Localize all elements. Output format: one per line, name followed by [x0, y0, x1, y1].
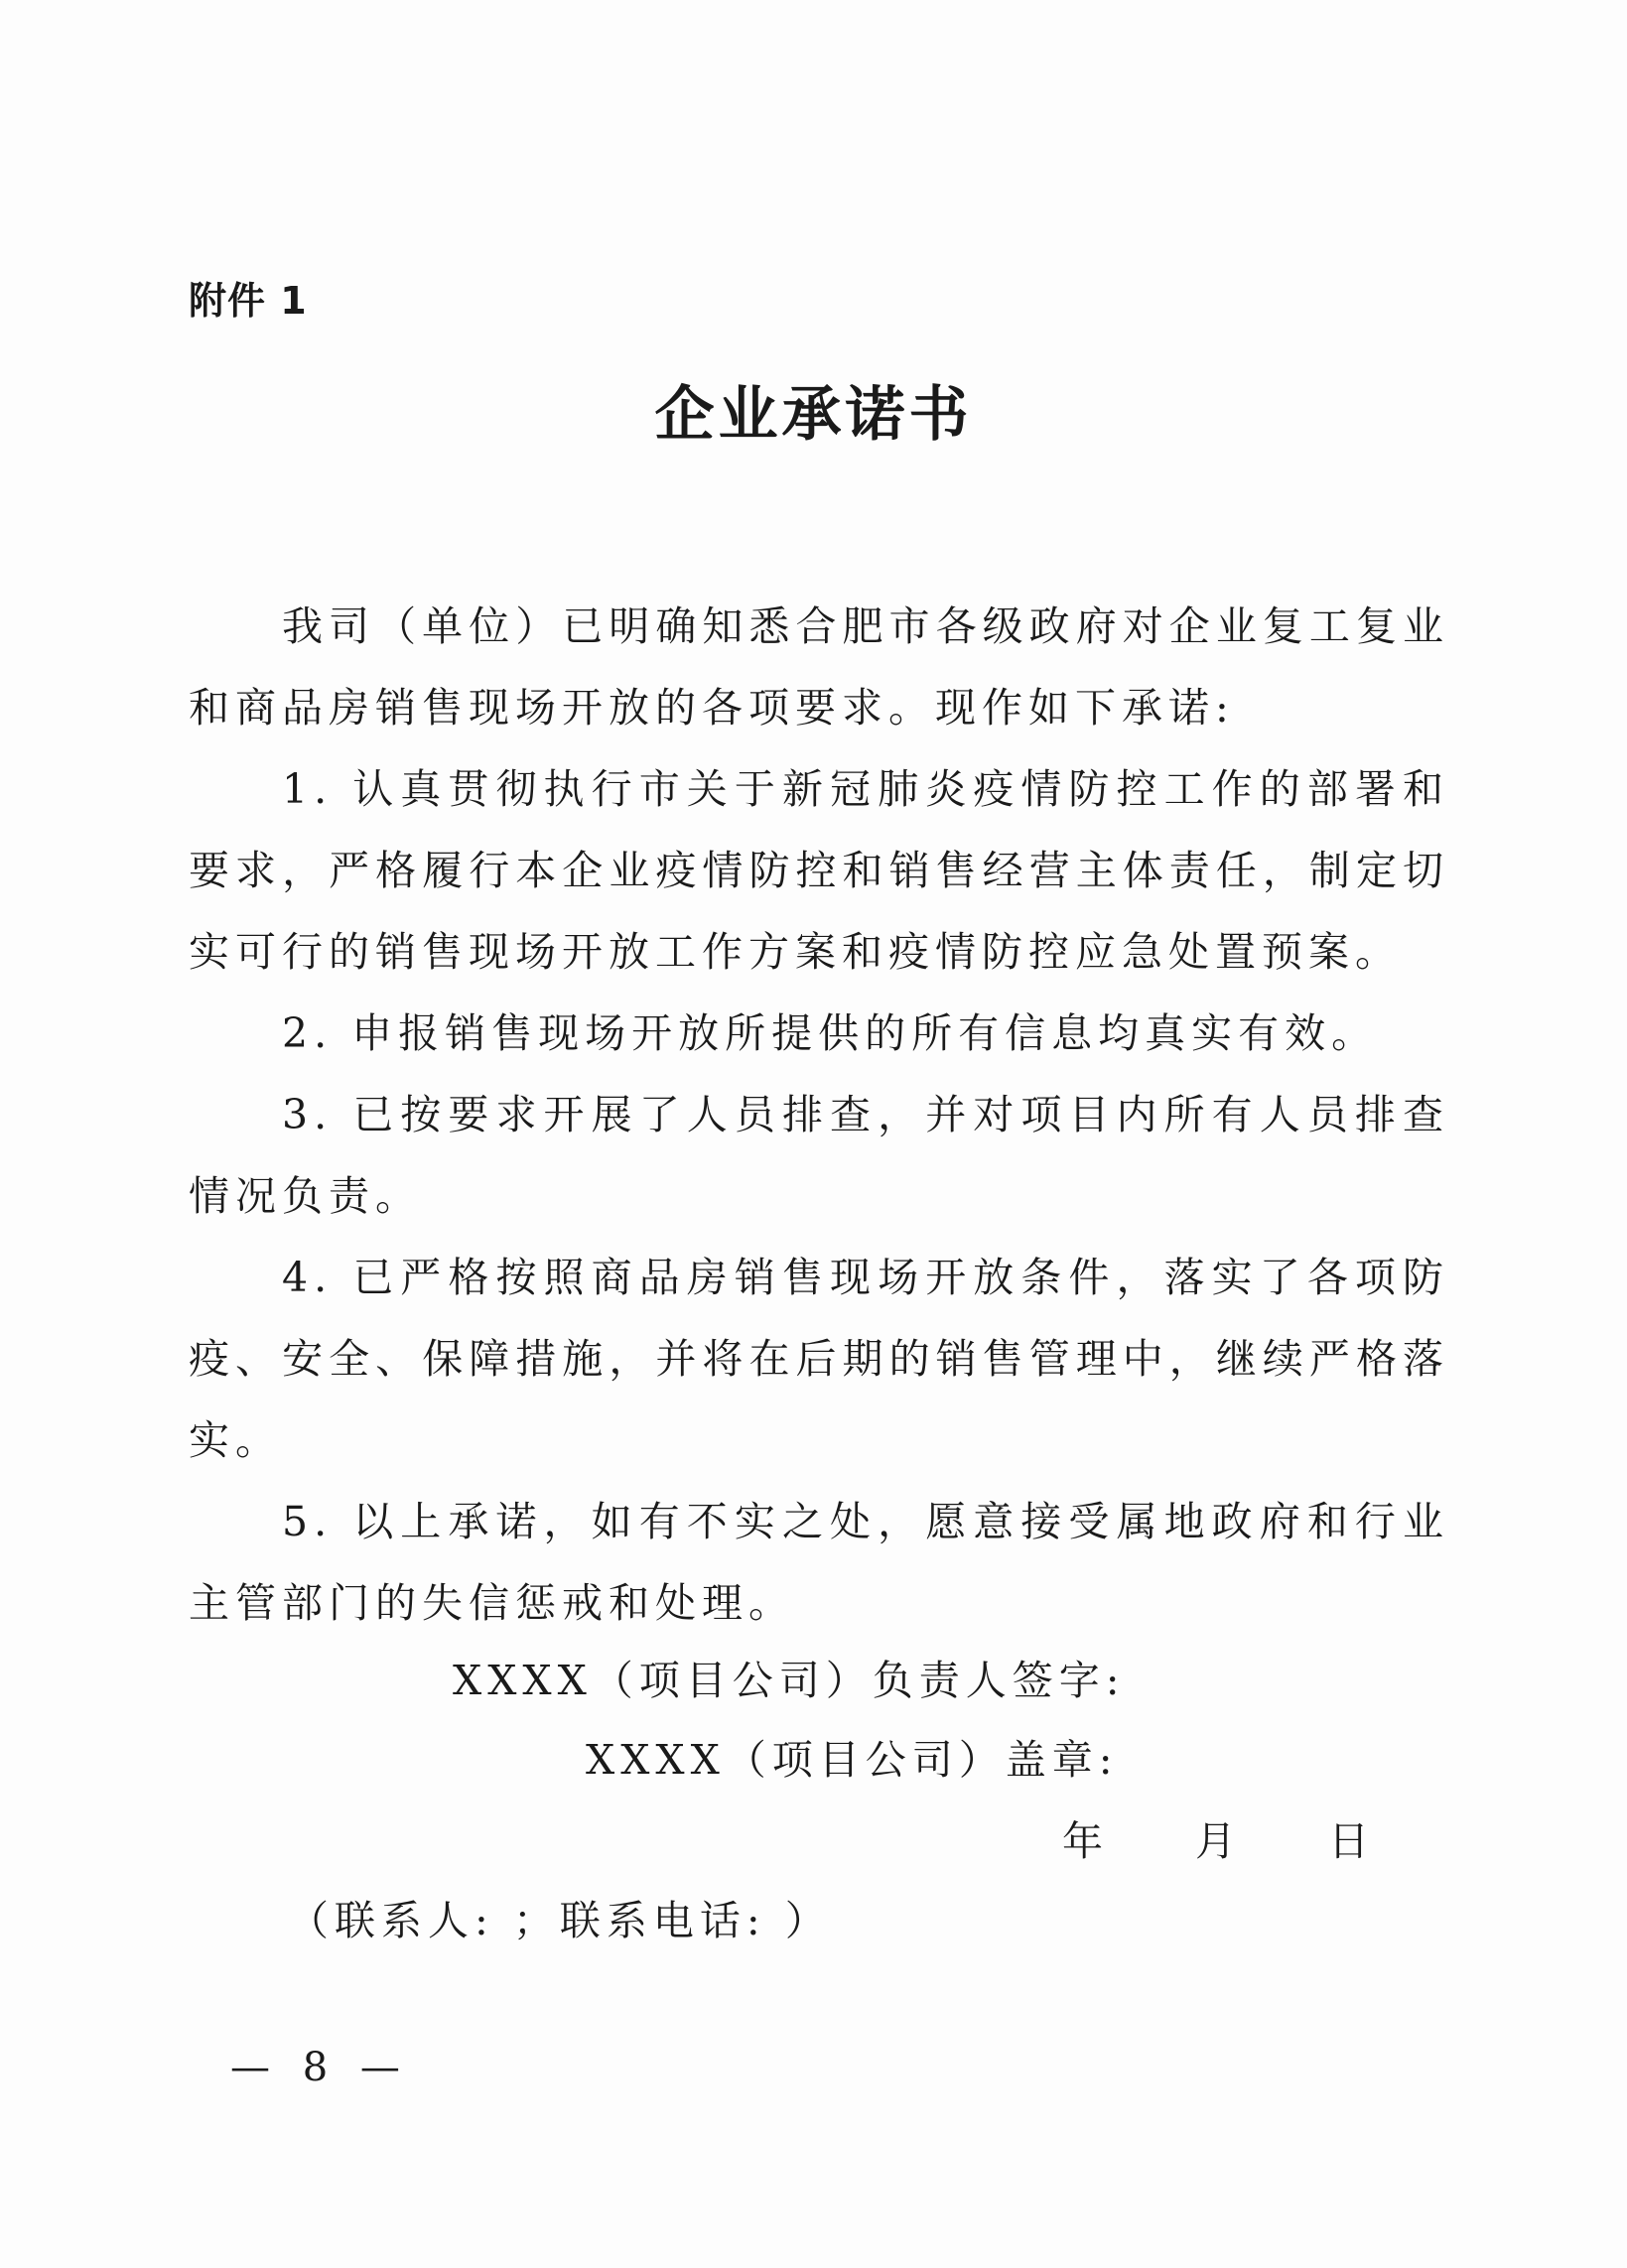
commitment-item-5: 5. 以上承诺，如有不实之处，愿意接受属地政府和行业主管部门的失信惩戒和处理。	[189, 1498, 1449, 1627]
company-seal-line: XXXX（项目公司）盖章:	[586, 1736, 1119, 1784]
contact-info-line: （联系人: ；联系电话: ）	[288, 1897, 832, 1944]
commitment-item-3: 3. 已按要求开展了人员排查，并对项目内所有人员排查情况负责。	[189, 1091, 1449, 1220]
document-title: 企业承诺书	[654, 380, 973, 450]
commitment-item-1: 1. 认真贯彻执行市关于新冠肺炎疫情防控工作的部署和要求，严格履行本企业疫情防控和销售经营主体责任，制定切实可行的销售现场开放工作方案和疫情防控应急处置预案。	[189, 765, 1449, 976]
commitment-item-2: 2. 申报销售现场开放所提供的所有信息均真实有效。	[282, 1009, 1379, 1057]
date-line: 年 月 日	[1062, 1817, 1410, 1865]
signer-signature-line: XXXX（项目公司）负责人签字:	[453, 1657, 1126, 1704]
page-number: — 8 —	[230, 2045, 410, 2090]
intro-paragraph: 我司（单位）已明确知悉合肥市各级政府对企业复工复业和商品房销售现场开放的各项要求。现作如下承诺:	[189, 602, 1449, 732]
attachment-label: 附件 1	[189, 279, 308, 323]
commitment-item-4: 4. 已严格按照商品房销售现场开放条件，落实了各项防疫、安全、保障措施，并将在后期的销售管理中，继续严格落实。	[189, 1254, 1449, 1464]
commitment-body	[189, 586, 1449, 1644]
